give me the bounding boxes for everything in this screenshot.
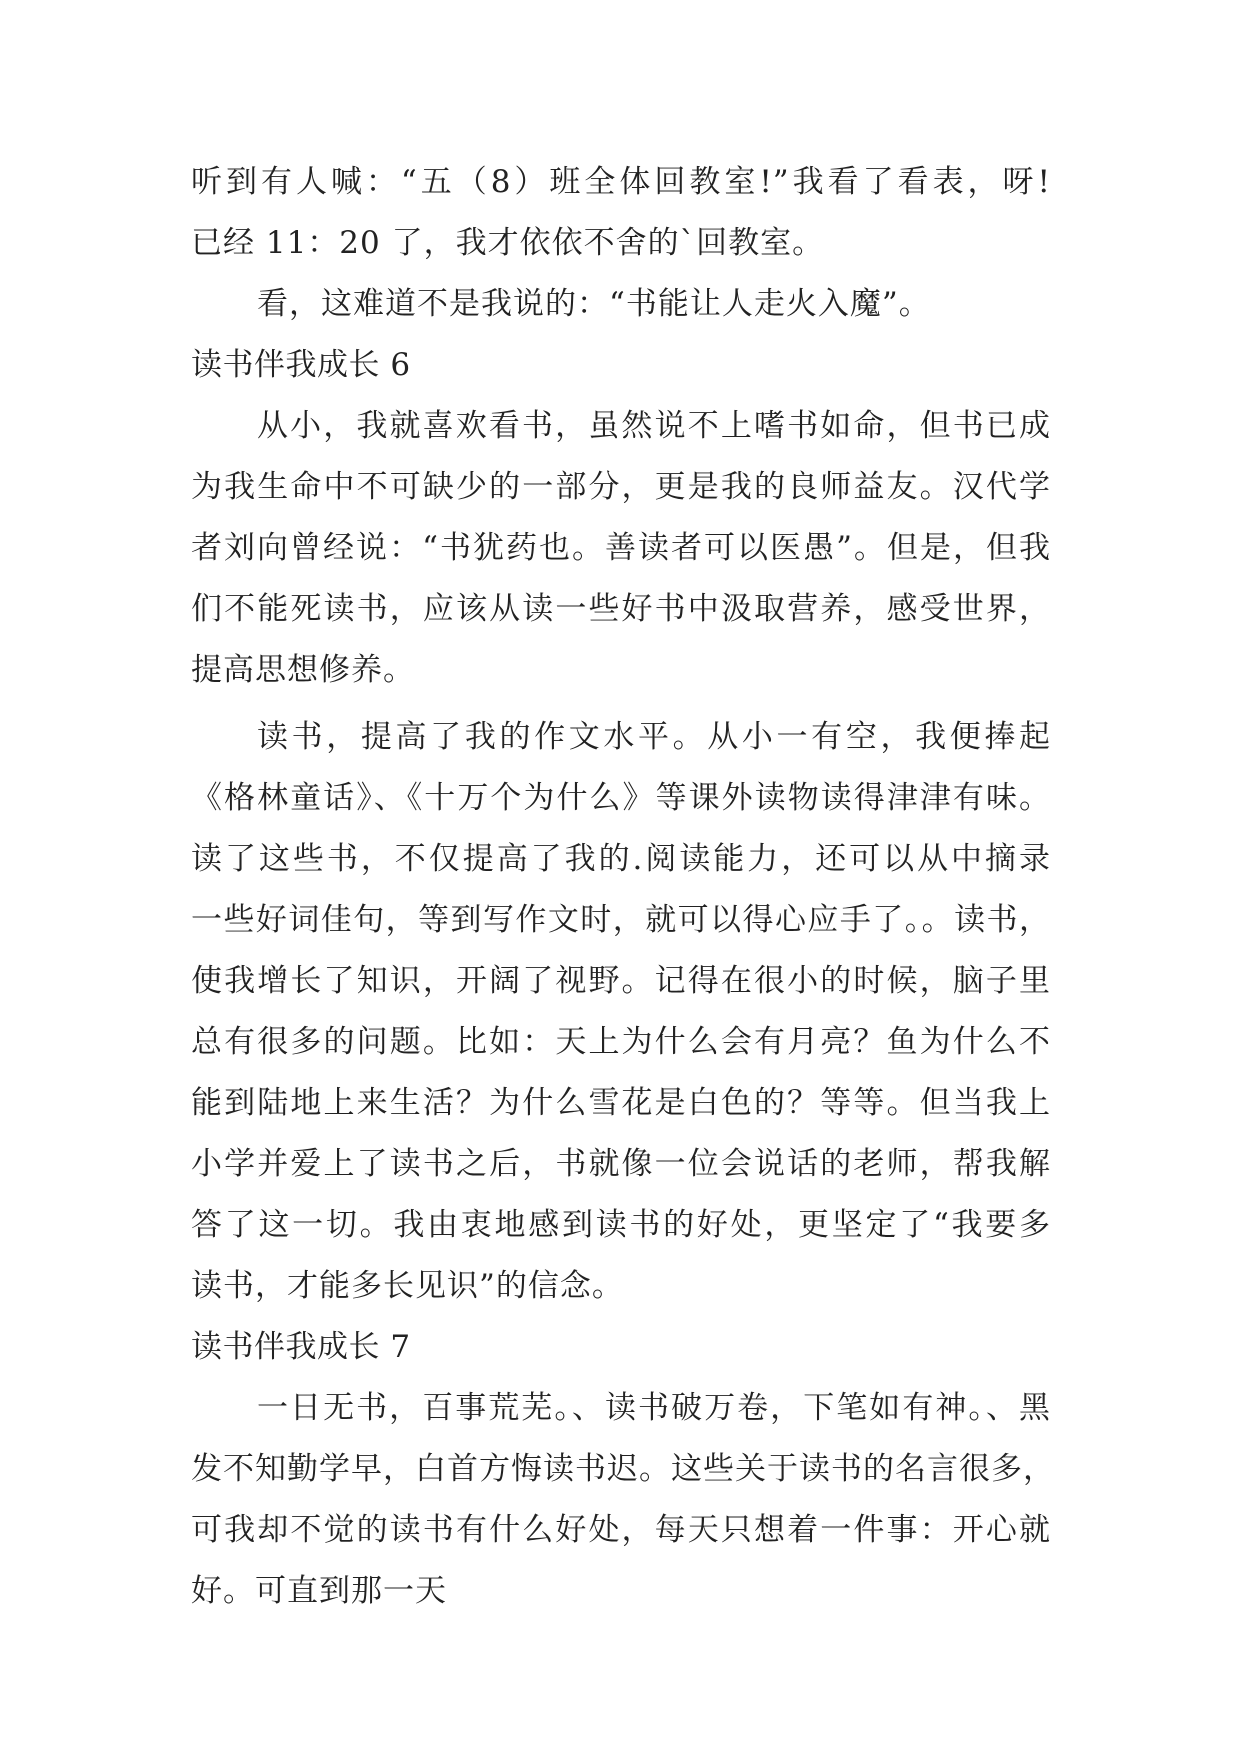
text-line: 能到陆地上来生活？为什么雪花是白色的？等等。但当我上 bbox=[191, 1085, 1051, 1121]
text-line: 发不知勤学早，白首方悔读书迟。这些关于读书的名言很多， bbox=[191, 1451, 1055, 1487]
text-line: 为我生命中不可缺少的一部分，更是我的良师益友。汉代学 bbox=[191, 469, 1051, 505]
text-line: 答了这一切。我由衷地感到读书的好处，更坚定了“我要多 bbox=[191, 1207, 1051, 1243]
text-line: 读了这些书，不仅提高了我的.阅读能力，还可以从中摘录 bbox=[191, 841, 1051, 877]
text-line: 小学并爱上了读书之后，书就像一位会说话的老师，帮我解 bbox=[191, 1146, 1051, 1182]
section-heading-6: 读书伴我成长 6 bbox=[191, 347, 411, 383]
text-line: 从小，我就喜欢看书，虽然说不上嗜书如命，但书已成 bbox=[257, 408, 1051, 444]
text-line: 一些好词佳句，等到写作文时，就可以得心应手了。。读书， bbox=[191, 902, 1051, 938]
section6-paragraph-2 bbox=[191, 707, 1051, 1317]
text-line: 者刘向曾经说：“书犹药也。善读者可以医愚”。但是，但我 bbox=[191, 530, 1051, 566]
text-line: 一日无书，百事荒芜。、读书破万卷，下笔如有神。、黑 bbox=[257, 1390, 1051, 1426]
text-line: 听到有人喊：“五（8）班全体回教室!”我看了看表，呀! bbox=[191, 164, 1051, 200]
text-line: 读书，才能多长见识”的信念。 bbox=[191, 1268, 624, 1304]
text-line: 总有很多的问题。比如：天上为什么会有月亮？鱼为什么不 bbox=[191, 1024, 1051, 1060]
document-body bbox=[191, 152, 1055, 1622]
text-line: 看，这难道不是我说的：“书能让人走火入魔”。 bbox=[257, 286, 931, 322]
section6-paragraph-1 bbox=[191, 396, 1051, 701]
section7-paragraph-1 bbox=[191, 1378, 1055, 1622]
text-line: 已经 11：20 了，我才依依不舍的`回教室。 bbox=[191, 225, 825, 261]
text-line: 《格林童话》、《十万个为什么》等课外读物读得津津有味。 bbox=[191, 780, 1051, 816]
text-line: 提高思想修养。 bbox=[191, 652, 415, 688]
continuation-paragraph bbox=[191, 152, 1051, 274]
text-line: 好。可直到那一天 bbox=[191, 1573, 447, 1609]
text-line: 读书，提高了我的作文水平。从小一有空，我便捧起 bbox=[257, 719, 1051, 755]
text-line: 使我增长了知识，开阔了视野。记得在很小的时候，脑子里 bbox=[191, 963, 1051, 999]
text-line: 们不能死读书，应该从读一些好书中汲取营养，感受世界， bbox=[191, 591, 1051, 627]
text-line: 可我却不觉的读书有什么好处，每天只想着一件事：开心就 bbox=[191, 1512, 1051, 1548]
closing-paragraph bbox=[191, 274, 1051, 335]
section-heading-7: 读书伴我成长 7 bbox=[191, 1329, 411, 1365]
